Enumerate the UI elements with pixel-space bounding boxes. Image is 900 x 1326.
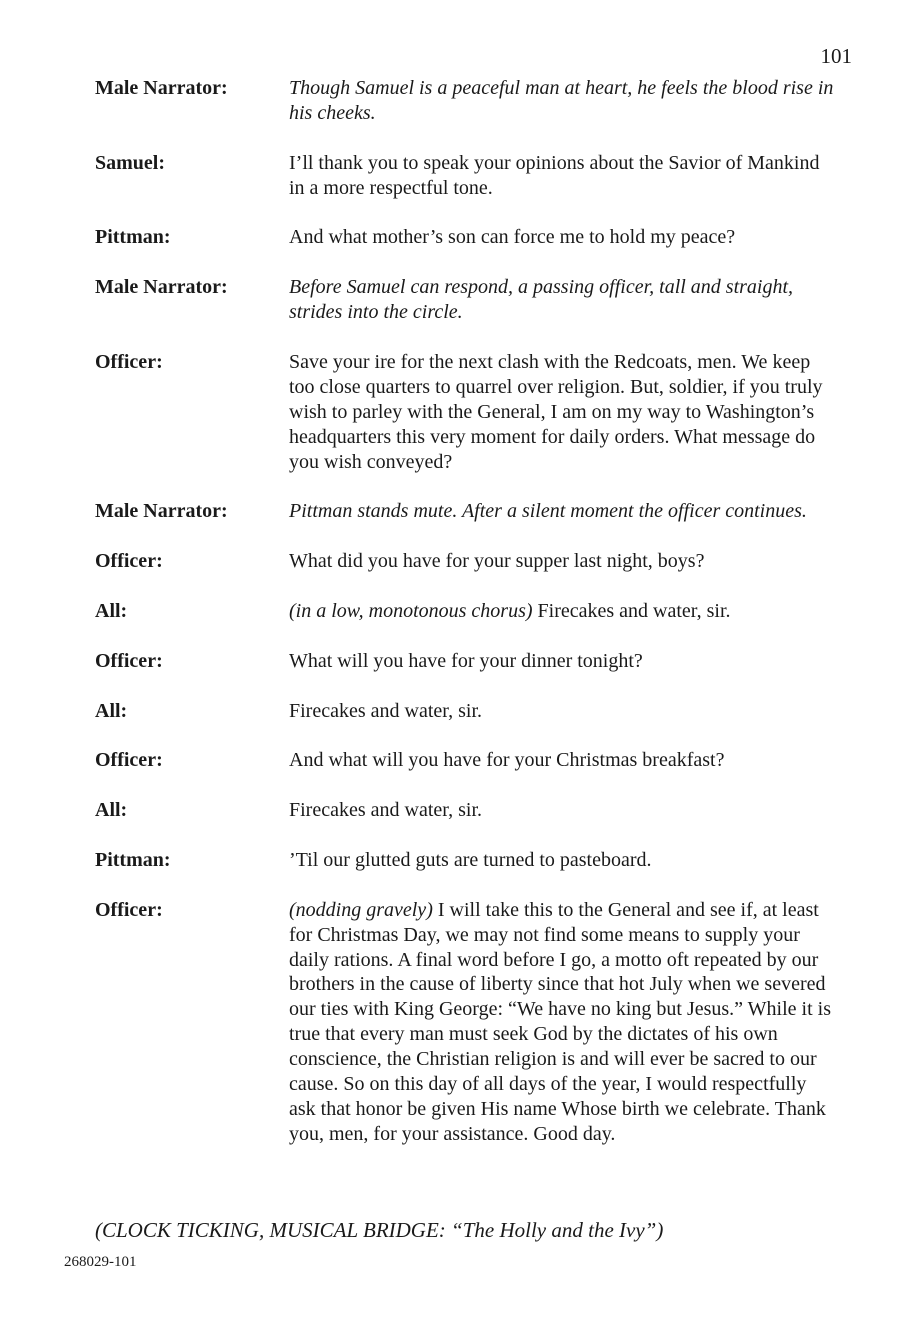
speech <box>289 499 835 524</box>
script-entry <box>95 151 835 201</box>
script-entry <box>95 798 835 823</box>
speaker-name: Male Narrator: <box>95 500 228 523</box>
speech <box>289 798 835 823</box>
speaker-name: Officer: <box>95 749 163 772</box>
speech <box>289 275 835 325</box>
stage-direction: Pittman stands mute. After a silent moment the officer continues. <box>289 500 807 523</box>
speech <box>289 898 835 1147</box>
script-entry <box>95 76 835 126</box>
speech <box>289 151 835 201</box>
speech <box>289 350 835 475</box>
speech <box>289 76 835 126</box>
dialogue-text: I’ll thank you to speak your opinions about the Savior of Mankind in a more respectful tone. <box>289 151 820 199</box>
stage-direction: Before Samuel can respond, a passing officer, tall and straight, strides into the circle. <box>289 276 794 324</box>
speaker-name: Samuel: <box>95 151 165 174</box>
speech <box>289 225 835 250</box>
dialogue-text: I will take this to the General and see if, at least for Christmas Day, we may not find some means to supply your daily rations. A final word before I go, a motto oft repeated by our brothers in the cause of liberty since that hot July when we severed our ties with King George: “We have no king but Jesus.” While it is true that every man must seek God by the dictates of his own conscience, the Christian religion is and will ever be sacred to our cause. So on this day of all days of the year, I would respectfully ask that honor be given His name Whose birth we celebrate. Thank you, men, for your assistance. Good day. <box>289 898 832 1145</box>
speaker-name: All: <box>95 699 128 722</box>
speech <box>289 848 835 873</box>
script-entry <box>95 549 835 574</box>
script-entry <box>95 599 835 624</box>
dialogue-text: What did you have for your supper last night, boys? <box>289 550 705 573</box>
catalog-code: 268029-101 <box>64 1254 137 1270</box>
script-entry <box>95 499 835 524</box>
dialogue-text: Firecakes and water, sir. <box>537 599 731 622</box>
speech <box>289 649 835 674</box>
stage-direction: (nodding gravely) <box>289 898 433 921</box>
speech <box>289 599 835 624</box>
script-entry <box>95 848 835 873</box>
script-entry <box>95 748 835 773</box>
script-entry <box>95 225 835 250</box>
speech <box>289 699 835 724</box>
speaker-name: All: <box>95 799 128 822</box>
page-number: 101 <box>820 44 852 68</box>
speaker-name: Pittman: <box>95 848 171 871</box>
script-entry <box>95 350 835 475</box>
dialogue-text: What will you have for your dinner tonight? <box>289 649 643 672</box>
script-entry <box>95 699 835 724</box>
dialogue-text: And what mother’s son can force me to hold my peace? <box>289 226 736 249</box>
script-entry <box>95 898 835 1147</box>
script-entry <box>95 275 835 325</box>
speaker-name: Male Narrator: <box>95 276 228 299</box>
dialogue-text: And what will you have for your Christmas breakfast? <box>289 749 725 772</box>
speaker-name: All: <box>95 599 128 622</box>
sound-cue: (CLOCK TICKING, MUSICAL BRIDGE: “The Holly and the Ivy”) <box>95 1218 664 1242</box>
stage-direction: (in a low, monotonous chorus) <box>289 599 533 622</box>
stage-direction: Though Samuel is a peaceful man at heart, he feels the blood rise in his cheeks. <box>289 77 834 124</box>
speaker-name: Officer: <box>95 550 163 573</box>
dialogue-text: Save your ire for the next clash with the Redcoats, men. We keep too close quarters to quarrel over religion. But, soldier, if you truly wish to parley with the General, I am on my way to Washington’s headquarters this very moment for daily orders. What message do you wish conveyed? <box>289 350 823 473</box>
speaker-name: Officer: <box>95 898 163 921</box>
dialogue-text: Firecakes and water, sir. <box>289 799 483 822</box>
dialogue-text: Firecakes and water, sir. <box>289 699 483 722</box>
speaker-name: Officer: <box>95 350 163 373</box>
speech <box>289 549 835 574</box>
speech <box>289 748 835 773</box>
speaker-name: Officer: <box>95 649 163 672</box>
script-body <box>95 76 835 1172</box>
speaker-name: Pittman: <box>95 226 171 249</box>
dialogue-text: ’Til our glutted guts are turned to pasteboard. <box>289 848 652 871</box>
script-entry <box>95 649 835 674</box>
speaker-name: Male Narrator: <box>95 77 228 99</box>
